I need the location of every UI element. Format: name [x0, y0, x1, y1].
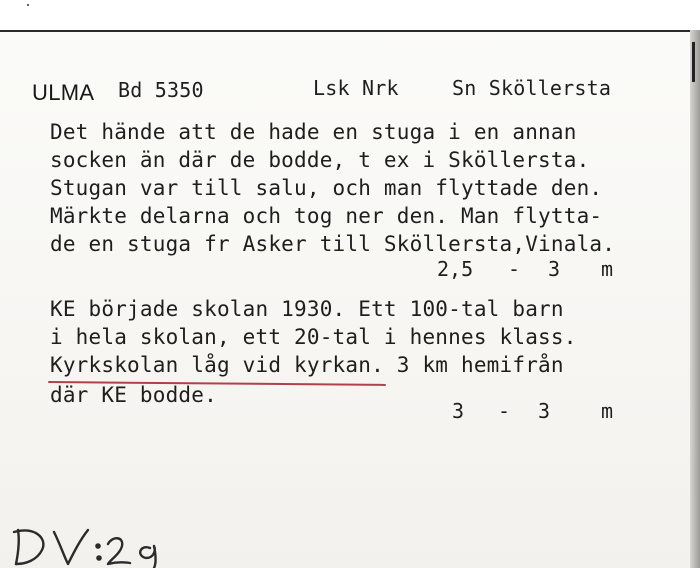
entry-1-line-4: Märkte delarna och tog ner den. Man flytta- — [50, 204, 603, 228]
entry-1-ref-unit: m — [601, 257, 614, 281]
entry-2-ref-dash: - — [498, 399, 511, 423]
archive-name: ULMA — [32, 80, 95, 105]
entry-2-line-2: i hela skolan, ett 20-tal i hennes klass. — [50, 325, 577, 349]
entry-1-ref-a: 2,5 — [437, 257, 474, 281]
area-code: Lsk Nrk — [313, 76, 399, 100]
entry-2-ref-a: 3 — [452, 399, 465, 423]
bd-number: Bd 5350 — [118, 78, 204, 102]
entry-2-ref-unit: m — [601, 399, 614, 423]
entry-1-line-1: Det hände att de hade en stuga i en annan — [50, 120, 577, 144]
entry-1-line-5: de en stuga fr Asker till Sköllersta,Vinala. — [50, 232, 616, 256]
parish-name: Sn Sköllersta — [452, 76, 612, 100]
entry-2-line-4: där KE bodde. — [50, 383, 217, 407]
handwritten-signature — [4, 522, 174, 568]
entry-2-line-3: Kyrkskolan låg vid kyrkan. 3 km hemifrån — [50, 353, 564, 377]
entry-1-line-2: socken än där de bodde, t ex i Sköllersta. — [50, 148, 590, 172]
entry-2-line-1: KE började skolan 1930. Ett 100-tal barn — [50, 297, 564, 321]
entry-1-ref-b: 3 — [548, 257, 561, 281]
entry-1-line-3: Stugan var till salu, och man flyttade den. — [50, 176, 603, 200]
card-right-edge — [690, 30, 700, 568]
entry-1-ref-dash: - — [508, 257, 521, 281]
entry-2-ref-b: 3 — [538, 399, 551, 423]
card-top-strip — [0, 0, 700, 32]
ink-speck — [27, 4, 29, 6]
